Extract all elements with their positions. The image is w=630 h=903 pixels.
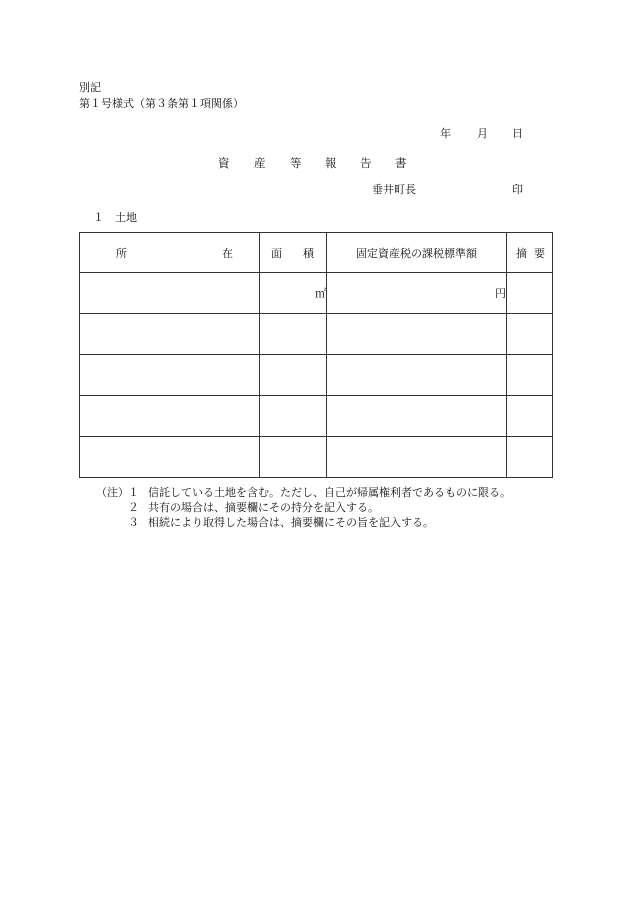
cell-tax-value[interactable]: [327, 437, 507, 478]
note-text: 相続により取得した場合は、摘要欄にその旨を記入する。: [148, 516, 434, 529]
cell-remarks[interactable]: [507, 273, 553, 314]
title-char: 資: [218, 156, 230, 170]
cell-tax-value[interactable]: [327, 355, 507, 396]
title-char: 告: [360, 156, 372, 170]
note-number: ３: [128, 516, 139, 529]
cell-location[interactable]: [80, 396, 260, 437]
date-month-label: 月: [477, 127, 488, 140]
cell-remarks[interactable]: [507, 437, 553, 478]
header-remarks: 摘 要: [507, 233, 553, 273]
date-day-label: 日: [512, 127, 523, 140]
annex-label: 別記: [79, 81, 101, 94]
cell-tax-value[interactable]: [327, 273, 507, 314]
recipient-mayor: 垂井町長: [372, 183, 416, 196]
cell-location[interactable]: [80, 437, 260, 478]
note-text: 信託している土地を含む。ただし、自己が帰属権利者であるものに限る。: [148, 486, 511, 499]
cell-area[interactable]: [260, 437, 327, 478]
cell-area[interactable]: [260, 396, 327, 437]
notes-label: （注）: [96, 486, 129, 499]
table-header-row: [80, 233, 553, 273]
section-label: 土地: [115, 211, 137, 224]
table-row: [80, 355, 553, 396]
title-char: 等: [290, 156, 302, 170]
note-number: ２: [128, 501, 139, 514]
note-text: 共有の場合は、摘要欄にその持分を記入する。: [148, 501, 379, 514]
section-number: １: [93, 211, 104, 224]
title-char: 書: [395, 156, 407, 170]
cell-tax-value[interactable]: [327, 314, 507, 355]
cell-remarks[interactable]: [507, 314, 553, 355]
table-row: [80, 396, 553, 437]
header-area: 面 積: [260, 233, 327, 273]
note-number: １: [128, 486, 139, 499]
date-year-label: 年: [440, 127, 451, 140]
cell-location[interactable]: [80, 314, 260, 355]
cell-location[interactable]: [80, 273, 260, 314]
form-title: 第１号様式（第３条第１項関係）: [79, 97, 244, 110]
yen-unit-label: 円: [495, 287, 506, 300]
title-char: 報: [325, 156, 337, 170]
area-unit-label: ㎡: [315, 287, 326, 300]
table-row: [80, 437, 553, 478]
title-char: 産: [254, 156, 266, 170]
header-tax-value: 固定資産税の課税標準額: [327, 233, 507, 273]
seal-label: 印: [512, 183, 523, 196]
cell-area[interactable]: [260, 314, 327, 355]
cell-tax-value[interactable]: [327, 396, 507, 437]
cell-location[interactable]: [80, 355, 260, 396]
land-table: [79, 232, 553, 478]
cell-area[interactable]: [260, 355, 327, 396]
table-row: [80, 314, 553, 355]
cell-area[interactable]: [260, 273, 327, 314]
header-location: 所 在: [80, 233, 260, 273]
cell-remarks[interactable]: [507, 396, 553, 437]
table-row: [80, 273, 553, 314]
cell-remarks[interactable]: [507, 355, 553, 396]
